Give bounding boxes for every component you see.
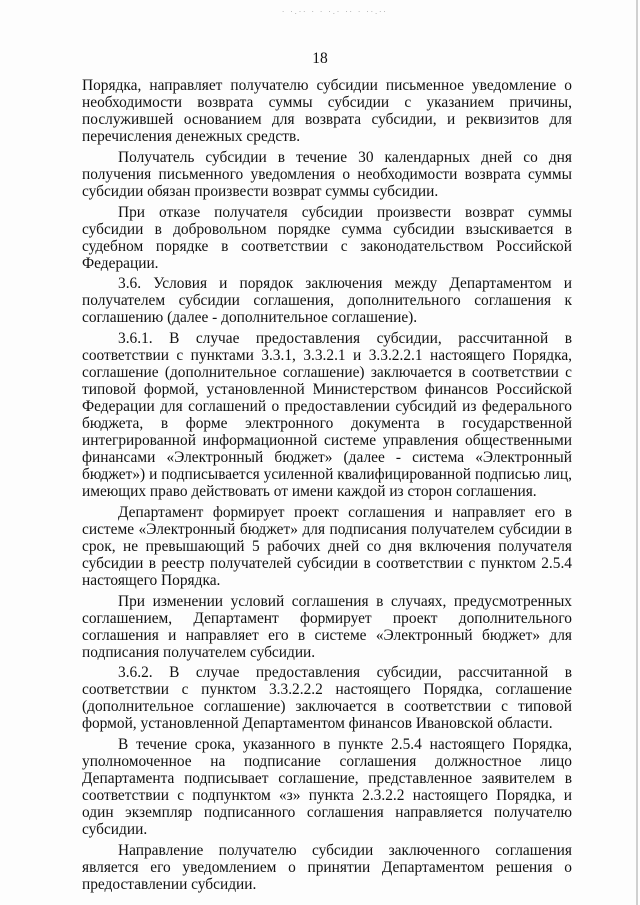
clause-3-6-2: 3.6.2. В случае предоставления субсидии, рассчитанной в соответствии с пунктом 3.3.2.2.2 настоящего Порядка, соглашение (дополнительное соглашение) заключается в соответствии с типовой формой, установленной Департаментом финансов Ивановской области. (82, 664, 572, 733)
paragraph: При отказе получателя субсидии произвести возврат суммы субсидии в добровольном порядке сумма субсидии взыскивается в судебном порядке в соответствии с законодательством Российской Федерации. (82, 203, 572, 272)
scan-artifact: · ·.·· · · ·.· ·· · ··.·· (282, 8, 388, 16)
paragraph: В течение срока, указанного в пункте 2.5.4 настоящего Порядка, уполномоченное на подписание соглашения должностное лицо Департамента подписывает соглашение, представленное заявителем в соответствии с подпунктом «з» пункта 2.3.2.2 настоящего Порядка, и один экземпляр подписанного соглашения направляется получателю субсидии. (82, 736, 572, 839)
paragraph-continuation: Порядка, направляет получателю субсидии письменное уведомление о необходимости возврата суммы субсидии с указанием причины, послужившей основанием для возврата субсидии, и реквизитов для перечисления денежных средств. (82, 77, 572, 145)
page-edge-shadow (636, 0, 638, 905)
paragraph: Получатель субсидии в течение 30 календарных дней со дня получения письменного уведомления о необходимости возврата суммы субсидии обязан произвести возврат суммы субсидии. (82, 148, 572, 200)
document-body (82, 78, 572, 898)
section-heading-3-6: 3.6. Условия и порядок заключения между Департаментом и получателем субсидии соглашения, дополнительного соглашения к соглашению (далее - дополнительное соглашение). (82, 275, 572, 327)
paragraph: Департамент формирует проект соглашения и направляет его в системе «Электронный бюджет» для подписания получателем субсидии в срок, не превышающий 5 рабочих дней со дня включения получателя субсидии в реестр получателей субсидии в соответствии с пунктом 2.5.4 настоящего Порядка. (82, 503, 572, 589)
paragraph: При изменении условий соглашения в случаях, предусмотренных соглашением, Департамент формирует проект дополнительного соглашения и направляет его в системе «Электронный бюджет» для подписания получателем субсидии. (82, 592, 572, 661)
clause-3-6-1: 3.6.1. В случае предоставления субсидии, рассчитанной в соответствии с пунктами 3.3.1, 3.3.2.1 и 3.3.2.2.1 настоящего Порядка, соглашение (дополнительное соглашение) заключается в соответствии с типовой формой, установленной Министерством финансов Российской Федерации для соглашений о предоставлении субсидий из федерального бюджета, в форме электронного документа в государственной интегрированной информационной системе управления общественными финансами «Электронный бюджет» (далее - система «Электронный бюджет») и подписывается усиленной квалифицированной подписью лиц, имеющих право действовать от имени каждой из сторон соглашения. (82, 330, 572, 500)
paragraph: Направление получателю субсидии заключенного соглашения является его уведомлением о принятии Департаментом решения о предоставлении субсидии. (82, 841, 572, 893)
page-number: 18 (312, 50, 328, 67)
